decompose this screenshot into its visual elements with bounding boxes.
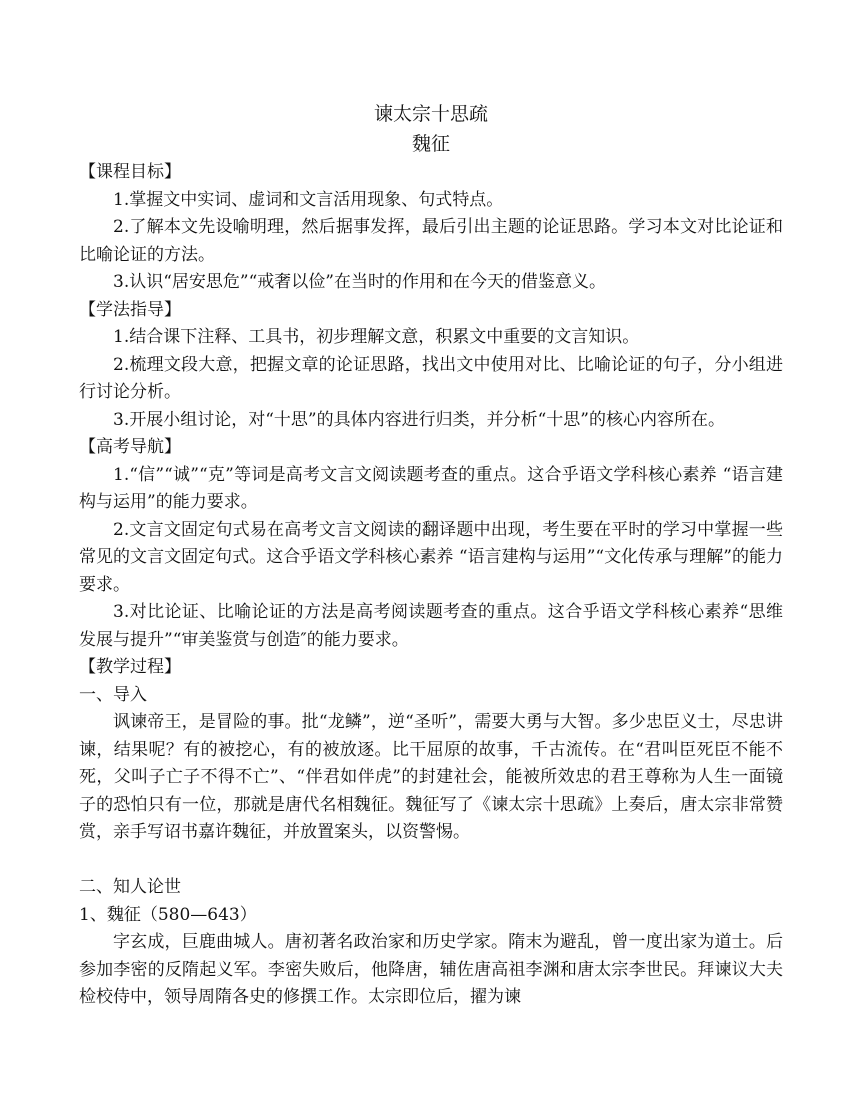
exam-item: 2.文言文固定句式易在高考文言文阅读的翻译题中出现，考生要在平时的学习中掌握一些常见的文言文固定句式。这合乎语文学科核心素养 “语言建构与运用”“文化传承与理解”的能力要求。 bbox=[79, 519, 783, 595]
method-item: 3.开展小组讨论，对“十思”的具体内容进行归类，并分析“十思”的核心内容所在。 bbox=[113, 409, 725, 430]
method-item: 1.结合课下注释、工具书，初步理解文意，积累文中重要的文言知识。 bbox=[113, 327, 640, 347]
author-paragraph: 字玄成，巨鹿曲城人。唐初著名政治家和历史学家。隋末为避乱，曾一度出家为道士。后参加李密的反隋起义军。李密失败后，他降唐，辅佐唐高祖李渊和唐太宗李世民。拜谏议大夫检校侍中，领导周隋各史的修撰工作。太宗即位后，擢为谏 bbox=[79, 932, 783, 1007]
intro-paragraph: 讽谏帝王，是冒险的事。批“龙鳞”，逆“圣听”，需要大勇与大智。多少忠臣义士，尽忠讲谏，结果呢？有的被挖心，有的被放逐。比干屈原的故事，千古流传。在“君叫臣死臣不能不死，父叫子亡子不得不亡”、“伴君如伴虎”的封建社会，能被所效忠的君王尊称为人生一面镜子的恐怕只有一位，那就是唐代名相魏征。魏征写了《谏太宗十思疏》上奏后，唐太宗非常赞赏，亲手写诏书嘉许魏征，并放置案头，以资警惕。 bbox=[79, 712, 783, 842]
exam-item: 3.对比论证、比喻论证的方法是高考阅读题考查的重点。这合乎语文学科核心素养“思维发展与提升”“审美鉴赏与创造″的能力要求。 bbox=[79, 602, 783, 650]
document-page bbox=[79, 99, 783, 1012]
blank-line bbox=[79, 847, 783, 875]
intro-heading: 一、导入 bbox=[79, 684, 147, 705]
method-item: 2.梳理文段大意，把握文章的论证思路，找出文中使用对比、比喻论证的句子，分小组进行讨论分析。 bbox=[79, 354, 783, 402]
author-heading: 1、魏征（580—643） bbox=[79, 904, 257, 925]
goals-item: 1.掌握文中实词、虚词和文言活用现象、句式特点。 bbox=[113, 189, 504, 210]
context-heading: 二、知人论世 bbox=[79, 877, 181, 897]
method-heading: 【学法指导】 bbox=[79, 299, 181, 320]
exam-heading: 【高考导航】 bbox=[79, 437, 181, 457]
goals-item: 2.了解本文先设喻明理，然后据事发挥，最后引出主题的论证思路。学习本文对比论证和比喻论证的方法。 bbox=[79, 217, 783, 265]
document-title: 谏太宗十思疏 bbox=[373, 103, 488, 125]
process-heading: 【教学过程】 bbox=[79, 657, 181, 677]
goals-heading: 【课程目标】 bbox=[79, 162, 181, 182]
document-author: 魏征 bbox=[411, 133, 450, 155]
goals-item: 3.认识“居安思危”“戒奢以俭”在当时的作用和在今天的借鉴意义。 bbox=[113, 272, 606, 292]
exam-item: 1.“信”“诚”“克”等词是高考文言文阅读题考查的重点。这合乎语文学科核心素养 “语言建构与运用”的能力要求。 bbox=[79, 464, 783, 512]
